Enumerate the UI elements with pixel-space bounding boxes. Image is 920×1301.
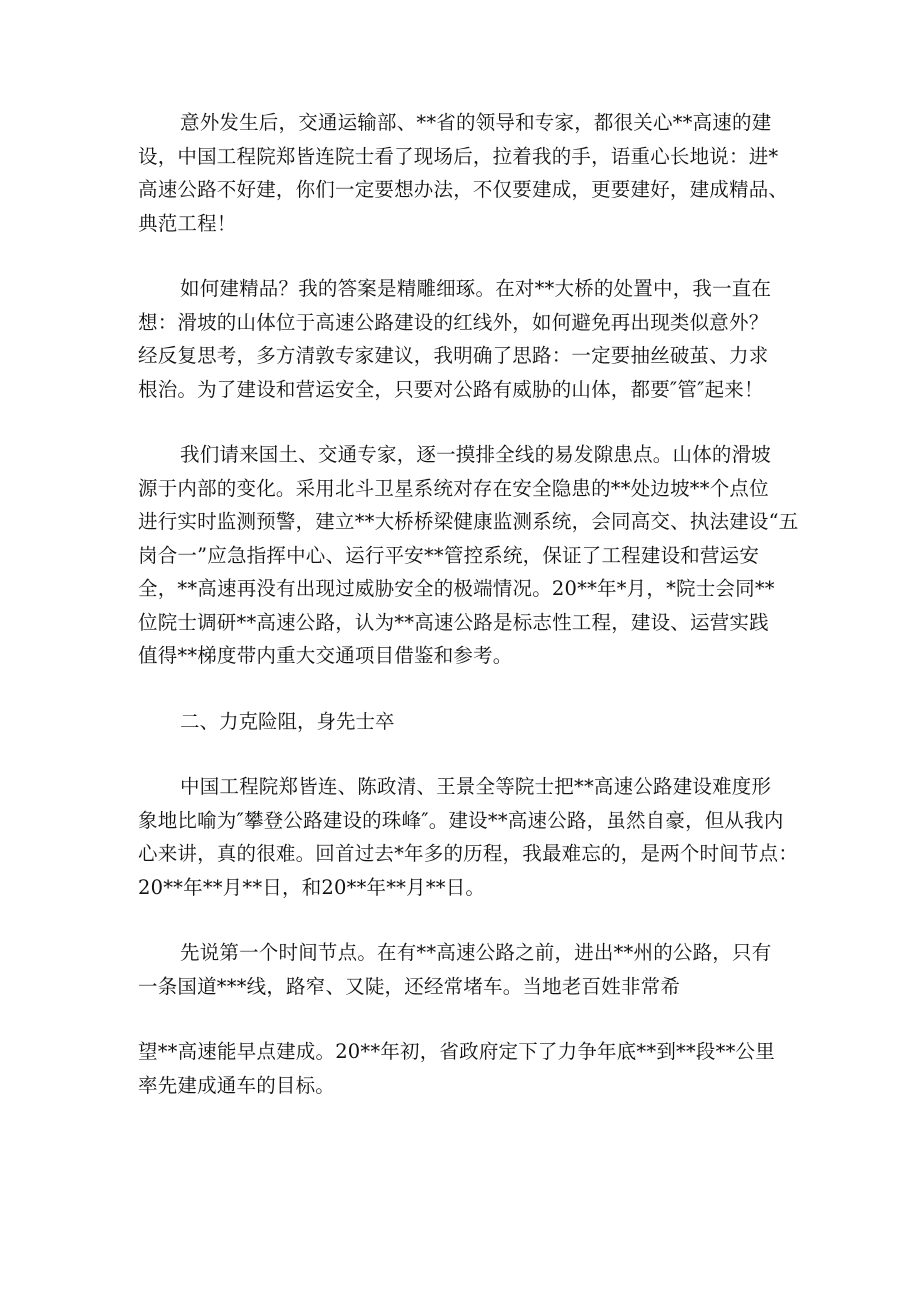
text-line: 根治。为了建设和营运安全，只要对公路有威胁的山体，都要″管″起来！ [138,377,764,401]
text-line: 全，**高速再没有出现过威胁安全的极端情况。20**年*月，*院士会同** [138,577,775,600]
text-line: 位院士调研**高速公路，认为**高速公路是标志性工程，建设、运营实践 [138,610,769,634]
text-line: 象地比喻为″攀登公路建设的珠峰″。建设**高速公路，虽然自豪，但从我内 [138,808,784,832]
text-line: 我们请来国土、交通专家，逐一摸排全线的易发隙患点。山体的滑坡 [180,443,772,466]
text-line: 一条国道***线，路窄、又陡，还经常堵车。当地老百姓非常希 [138,974,681,998]
paragraph-4 [138,770,798,904]
paragraph-1 [138,106,798,240]
paragraph-2 [138,272,798,406]
document-page [138,106,798,1134]
text-line: 先说第一个时间节点。在有**高速公路之前，进出**州的公路，只有 [180,941,772,964]
text-line: 率先建成通车的目标。 [138,1073,336,1097]
text-line: 值得**梯度带内重大交通项目借鉴和参考。 [138,644,513,667]
text-line: 高速公路不好建，你们一定要想办法，不仅要建成，更要建好，建成精品、 [138,178,789,201]
text-line: 20**年**月**日，和20**年**月**日。 [138,875,486,899]
paragraph-3 [138,438,798,673]
text-line: 意外发生后，交通运输部、**省的领导和专家，都很关心**高速的建 [180,111,772,134]
text-line: 想：滑坡的山体位于高速公路建设的红线外，如何避免再出现类似意外？ [138,310,769,334]
text-line: 进行实时监测预警，建立**大桥桥梁健康监测系统，会同高交、执法建设“五 [138,510,799,533]
text-line: 中国工程院郑皆连、陈政清、王景全等院士把**高速公路建设难度形 [180,775,772,798]
paragraph-6 [138,1035,798,1102]
text-line: 源于内部的变化。采用北斗卫星系统对存在安全隐患的**处边坡**个点位 [138,476,769,500]
text-line: 典范工程！ [138,211,237,235]
text-line: 如何建精品？我的答案是精雕细琢。在对**大桥的处置中，我一直在 [180,277,772,300]
text-line: 设，中国工程院郑皆连院士看了现场后，拉着我的手，语重心长地说：进* [138,144,779,168]
paragraph-5 [138,936,798,1003]
text-line: 望**高速能早点建成。20**年初，省政府定下了力争年底**到**段**公里 [138,1040,775,1063]
text-line: 经反复思考，多方清敦专家建议，我明确了思路：一定要抽丝破茧、力求 [138,344,769,367]
section-heading: 二、力克险阻，身先士卒 [180,709,395,733]
text-line: 心来讲，真的很难。回首过去*年多的历程，我最难忘的，是两个时间节点： [138,842,799,865]
text-line: 岗合一”应急指挥中心、运行平安**管控系统，保证了工程建设和营运安 [138,543,760,567]
